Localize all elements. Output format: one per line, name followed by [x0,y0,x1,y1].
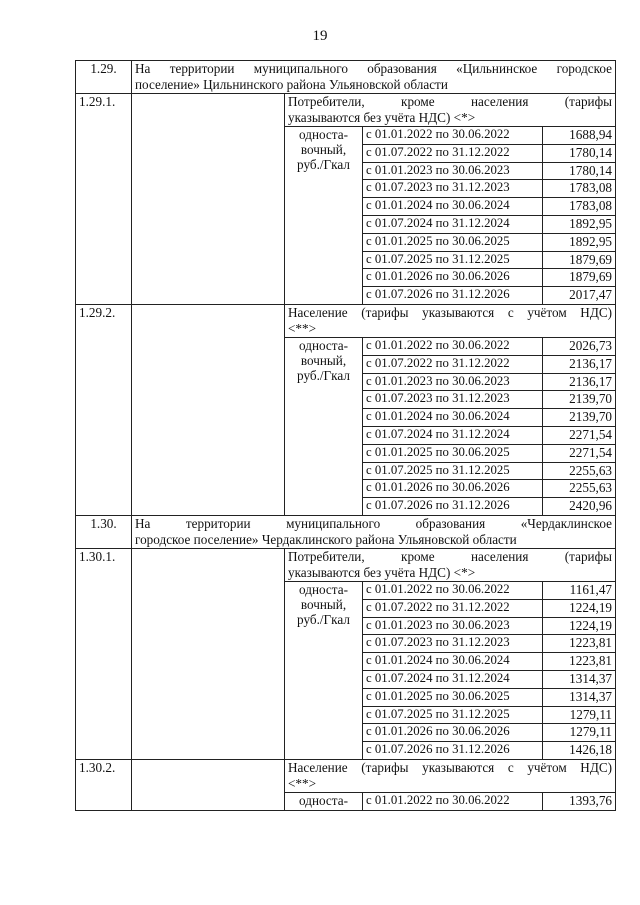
tariff-value: 1892,95 [543,215,616,233]
tariff-value: 1223,81 [543,635,616,653]
period-cell: с 01.07.2026 по 31.12.2026 [363,742,543,760]
group-header-line: <**> [288,320,317,336]
period-cell: с 01.01.2026 по 30.06.2026 [363,480,543,498]
period-cell: с 01.07.2022 по 31.12.2022 [363,599,543,617]
period-cell: с 01.01.2024 по 30.06.2024 [363,653,543,671]
period-cell: с 01.07.2022 по 31.12.2022 [363,355,543,373]
period-cell: с 01.07.2024 по 31.12.2024 [363,426,543,444]
tariff-value: 2255,63 [543,462,616,480]
tariff-table-body [76,61,616,811]
tariff-table [75,60,616,811]
group-number: 1.30.2. [76,759,132,810]
tariff-value: 1314,37 [543,670,616,688]
period-cell: с 01.01.2026 по 30.06.2026 [363,269,543,287]
section-title [132,515,616,548]
tariff-value: 1783,08 [543,180,616,198]
section-title [132,61,616,94]
group-header [285,304,616,337]
empty-cell [132,759,285,810]
period-cell: с 01.01.2022 по 30.06.2022 [363,127,543,145]
period-cell: с 01.07.2022 по 31.12.2022 [363,144,543,162]
period-cell: с 01.01.2025 по 30.06.2025 [363,444,543,462]
tariff-value: 2017,47 [543,287,616,305]
group-header [285,94,616,127]
unit-line: руб./Гкал [297,367,350,383]
tariff-value: 2420,96 [543,498,616,516]
tariff-value: 1879,69 [543,251,616,269]
period-cell: с 01.01.2023 по 30.06.2023 [363,162,543,180]
tariff-value: 1393,76 [543,792,616,810]
period-cell: с 01.01.2022 по 30.06.2022 [363,581,543,599]
group-number: 1.29.2. [76,304,132,515]
group-header [285,759,616,792]
tariff-value: 2271,54 [543,444,616,462]
tariff-value: 1224,19 [543,617,616,635]
section-title-line: городское поселение» Чердаклинского района Ульяновской области [135,531,517,547]
period-cell: с 01.07.2025 по 31.12.2025 [363,462,543,480]
group-header-line: Население (тарифы указываются с учётом НДС) [288,759,613,775]
section-title-line: На территории муниципального образования «Цильнинское городское [135,61,613,76]
unit-line: вочный, [300,352,347,368]
group-header-line: Потребители, кроме населения (тарифы [288,94,613,109]
group-header-row [76,548,616,581]
page-number: 19 [312,28,328,44]
unit-cell [285,337,363,515]
unit-line: вочный, [300,596,347,612]
tariff-value: 1892,95 [543,233,616,251]
period-cell: с 01.07.2023 по 31.12.2023 [363,391,543,409]
section-number: 1.29. [76,61,132,94]
tariff-value: 1688,94 [543,127,616,145]
period-cell: с 01.01.2023 по 30.06.2023 [363,617,543,635]
period-cell: с 01.01.2024 по 30.06.2024 [363,409,543,427]
tariff-value: 2139,70 [543,391,616,409]
tariff-value: 1783,08 [543,198,616,216]
tariff-value: 2255,63 [543,480,616,498]
group-header-row [76,304,616,337]
unit-cell [285,792,363,810]
group-header [285,548,616,581]
tariff-value: 1780,14 [543,144,616,162]
tariff-value: 2136,17 [543,355,616,373]
empty-cell [132,94,285,305]
empty-cell [132,304,285,515]
period-cell: с 01.07.2025 по 31.12.2025 [363,251,543,269]
tariff-value: 1279,11 [543,706,616,724]
section-title-line: поселение» Цильнинского района Ульяновской области [135,77,448,92]
period-cell: с 01.07.2025 по 31.12.2025 [363,706,543,724]
group-number: 1.30.1. [76,548,132,759]
tariff-value: 1426,18 [543,742,616,760]
group-header-line: указываются без учёта НДС) <*> [288,110,476,125]
unit-line: вочный, [300,142,347,157]
group-header-row [76,94,616,127]
section-row [76,515,616,548]
section-title-line: На территории муниципального образования «Чердаклинское [135,515,613,531]
period-cell: с 01.07.2024 по 31.12.2024 [363,670,543,688]
tariff-value: 2139,70 [543,409,616,427]
period-cell: с 01.01.2025 по 30.06.2025 [363,233,543,251]
period-cell: с 01.07.2023 по 31.12.2023 [363,180,543,198]
period-cell: с 01.07.2024 по 31.12.2024 [363,215,543,233]
period-cell: с 01.01.2023 по 30.06.2023 [363,373,543,391]
tariff-value: 1780,14 [543,162,616,180]
unit-cell [285,581,363,759]
unit-line: руб./Гкал [297,611,350,627]
group-header-line: указываются без учёта НДС) <*> [288,564,476,580]
tariff-value: 1224,19 [543,599,616,617]
tariff-value: 2136,17 [543,373,616,391]
period-cell: с 01.01.2022 по 30.06.2022 [363,792,543,810]
tariff-value: 2271,54 [543,426,616,444]
period-cell: с 01.07.2026 по 31.12.2026 [363,498,543,516]
period-cell: с 01.01.2024 по 30.06.2024 [363,198,543,216]
unit-line: руб./Гкал [297,157,350,172]
unit-line: односта- [299,127,348,142]
group-header-line: <**> [288,775,317,791]
section-row [76,61,616,94]
period-cell: с 01.01.2026 по 30.06.2026 [363,724,543,742]
tariff-value: 1279,11 [543,724,616,742]
section-number: 1.30. [76,515,132,548]
period-cell: с 01.07.2026 по 31.12.2026 [363,287,543,305]
unit-cell [285,127,363,305]
tariff-value: 1223,81 [543,653,616,671]
empty-cell [132,548,285,759]
unit-line: односта- [299,792,348,808]
unit-line: односта- [299,581,348,597]
period-cell: с 01.01.2022 по 30.06.2022 [363,337,543,355]
group-header-row [76,759,616,792]
tariff-value: 2026,73 [543,337,616,355]
group-header-line: Потребители, кроме населения (тарифы [288,548,613,564]
tariff-value: 1314,37 [543,688,616,706]
period-cell: с 01.07.2023 по 31.12.2023 [363,635,543,653]
unit-line: односта- [299,337,348,353]
group-number: 1.29.1. [76,94,132,305]
period-cell: с 01.01.2025 по 30.06.2025 [363,688,543,706]
tariff-value: 1161,47 [543,581,616,599]
group-header-line: Население (тарифы указываются с учётом НДС) [288,304,613,320]
tariff-value: 1879,69 [543,269,616,287]
